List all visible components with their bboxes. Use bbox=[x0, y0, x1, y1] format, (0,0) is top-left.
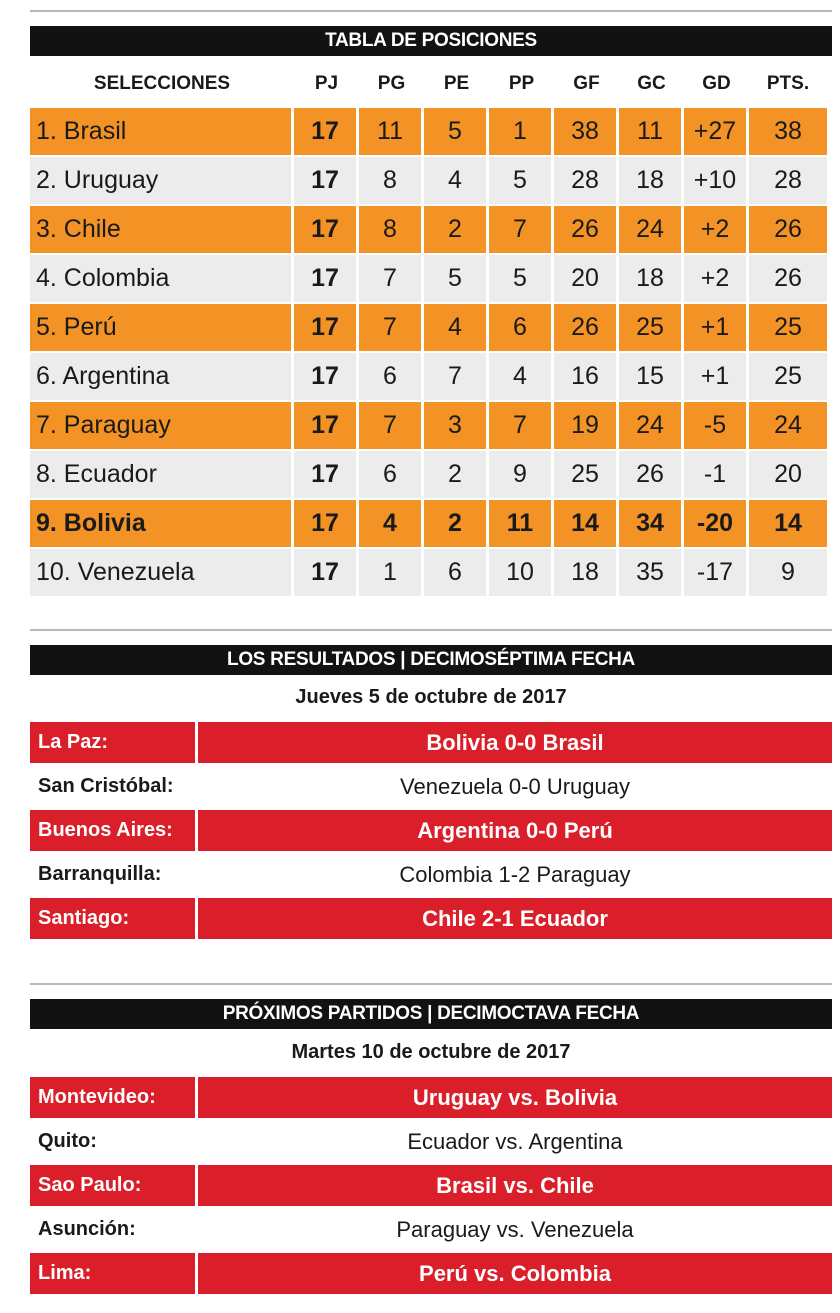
stat-pp: 4 bbox=[489, 353, 551, 400]
table-row bbox=[30, 353, 832, 400]
stat-pp: 9 bbox=[489, 451, 551, 498]
table-row bbox=[30, 500, 832, 547]
stat-pts: 26 bbox=[749, 255, 827, 302]
results-title-bar: LOS RESULTADOS | DECIMOSÉPTIMA FECHA bbox=[30, 645, 832, 675]
match-teams: Argentina 0-0 Perú bbox=[198, 810, 832, 851]
stat-pts: 9 bbox=[749, 549, 827, 596]
match-row bbox=[30, 766, 832, 807]
stat-gd: +2 bbox=[684, 206, 746, 253]
stat-pg: 8 bbox=[359, 206, 421, 253]
match-city: Asunción: bbox=[30, 1209, 195, 1250]
match-city: La Paz: bbox=[30, 722, 195, 763]
stat-pj: 17 bbox=[294, 206, 356, 253]
stat-gd: +2 bbox=[684, 255, 746, 302]
team-name: 5. Perú bbox=[30, 304, 291, 351]
stat-gc: 15 bbox=[619, 353, 681, 400]
stat-gc: 35 bbox=[619, 549, 681, 596]
team-name: 4. Colombia bbox=[30, 255, 291, 302]
header-selecciones: SELECCIONES bbox=[93, 73, 231, 94]
header-pts: PTS. bbox=[766, 73, 810, 94]
stat-pe: 2 bbox=[424, 206, 486, 253]
match-teams: Bolivia 0-0 Brasil bbox=[198, 722, 832, 763]
header-gd: GD bbox=[702, 73, 731, 94]
stat-pe: 5 bbox=[424, 255, 486, 302]
stat-gc: 11 bbox=[619, 108, 681, 155]
stat-pg: 11 bbox=[359, 108, 421, 155]
top-divider bbox=[30, 10, 832, 12]
stat-pp: 7 bbox=[489, 206, 551, 253]
match-teams: Venezuela 0-0 Uruguay bbox=[198, 766, 832, 807]
stat-gf: 19 bbox=[554, 402, 616, 449]
team-name: 2. Uruguay bbox=[30, 157, 291, 204]
table-row bbox=[30, 549, 832, 596]
match-city: Quito: bbox=[30, 1121, 195, 1162]
stat-gd: -20 bbox=[684, 500, 746, 547]
stat-pj: 17 bbox=[294, 304, 356, 351]
team-name: 6. Argentina bbox=[30, 353, 291, 400]
stat-gf: 14 bbox=[554, 500, 616, 547]
stat-gc: 25 bbox=[619, 304, 681, 351]
match-city: Lima: bbox=[30, 1253, 195, 1294]
stat-pj: 17 bbox=[294, 353, 356, 400]
fixtures-date: Martes 10 de octubre de 2017 bbox=[291, 1041, 571, 1063]
stat-gd: +1 bbox=[684, 353, 746, 400]
stat-pe: 2 bbox=[424, 451, 486, 498]
stat-pg: 8 bbox=[359, 157, 421, 204]
header-gf: GF bbox=[573, 73, 600, 94]
stat-gc: 18 bbox=[619, 255, 681, 302]
stat-pts: 14 bbox=[749, 500, 827, 547]
stat-gf: 18 bbox=[554, 549, 616, 596]
match-row bbox=[30, 898, 832, 939]
stat-pts: 26 bbox=[749, 206, 827, 253]
match-teams: Uruguay vs. Bolivia bbox=[198, 1077, 832, 1118]
team-name: 8. Ecuador bbox=[30, 451, 291, 498]
stat-pp: 7 bbox=[489, 402, 551, 449]
stat-pp: 5 bbox=[489, 157, 551, 204]
team-name: 9. Bolivia bbox=[30, 500, 291, 547]
match-teams: Colombia 1-2 Paraguay bbox=[198, 854, 832, 895]
standings-header-row bbox=[30, 62, 832, 106]
match-city: Buenos Aires: bbox=[30, 810, 195, 851]
stat-gd: +1 bbox=[684, 304, 746, 351]
stat-gc: 18 bbox=[619, 157, 681, 204]
match-teams: Perú vs. Colombia bbox=[198, 1253, 832, 1294]
stat-pts: 20 bbox=[749, 451, 827, 498]
standings-title-bar: TABLA DE POSICIONES bbox=[30, 26, 832, 56]
stat-pg: 6 bbox=[359, 353, 421, 400]
stat-pe: 5 bbox=[424, 108, 486, 155]
team-name: 7. Paraguay bbox=[30, 402, 291, 449]
stat-pg: 7 bbox=[359, 402, 421, 449]
stat-pts: 25 bbox=[749, 353, 827, 400]
stat-gc: 24 bbox=[619, 402, 681, 449]
stat-pe: 2 bbox=[424, 500, 486, 547]
stat-gf: 16 bbox=[554, 353, 616, 400]
match-city: Santiago: bbox=[30, 898, 195, 939]
stat-pp: 10 bbox=[489, 549, 551, 596]
stat-gf: 38 bbox=[554, 108, 616, 155]
stat-gf: 26 bbox=[554, 206, 616, 253]
match-row bbox=[30, 1253, 832, 1294]
table-row bbox=[30, 304, 832, 351]
results-date: Jueves 5 de octubre de 2017 bbox=[295, 686, 567, 708]
stat-pg: 1 bbox=[359, 549, 421, 596]
match-city: Barranquilla: bbox=[30, 854, 195, 895]
stat-gd: -17 bbox=[684, 549, 746, 596]
stat-gd: +10 bbox=[684, 157, 746, 204]
stat-pts: 24 bbox=[749, 402, 827, 449]
match-row bbox=[30, 722, 832, 763]
stat-pg: 7 bbox=[359, 304, 421, 351]
match-city: Sao Paulo: bbox=[30, 1165, 195, 1206]
table-row bbox=[30, 255, 832, 302]
match-row bbox=[30, 854, 832, 895]
match-row bbox=[30, 1121, 832, 1162]
stat-pp: 6 bbox=[489, 304, 551, 351]
match-row bbox=[30, 1077, 832, 1118]
match-city: Montevideo: bbox=[30, 1077, 195, 1118]
match-teams: Chile 2-1 Ecuador bbox=[198, 898, 832, 939]
match-teams: Paraguay vs. Venezuela bbox=[198, 1209, 832, 1250]
table-row bbox=[30, 206, 832, 253]
stat-pj: 17 bbox=[294, 108, 356, 155]
stat-pj: 17 bbox=[294, 157, 356, 204]
stat-pe: 3 bbox=[424, 402, 486, 449]
stat-pe: 7 bbox=[424, 353, 486, 400]
stat-pj: 17 bbox=[294, 255, 356, 302]
stat-pe: 6 bbox=[424, 549, 486, 596]
stat-gf: 20 bbox=[554, 255, 616, 302]
stat-pp: 1 bbox=[489, 108, 551, 155]
stat-gd: +27 bbox=[684, 108, 746, 155]
fixtures-divider bbox=[30, 983, 832, 985]
header-pg: PG bbox=[377, 73, 406, 94]
match-row bbox=[30, 1209, 832, 1250]
match-city: San Cristóbal: bbox=[30, 766, 195, 807]
match-row bbox=[30, 810, 832, 851]
match-row bbox=[30, 1165, 832, 1206]
stat-pe: 4 bbox=[424, 157, 486, 204]
stat-gd: -5 bbox=[684, 402, 746, 449]
stat-pts: 25 bbox=[749, 304, 827, 351]
team-name: 10. Venezuela bbox=[30, 549, 291, 596]
results-divider bbox=[30, 629, 832, 631]
header-gc: GC bbox=[637, 73, 666, 94]
stat-gc: 26 bbox=[619, 451, 681, 498]
stat-pp: 5 bbox=[489, 255, 551, 302]
stat-pts: 28 bbox=[749, 157, 827, 204]
stat-pg: 4 bbox=[359, 500, 421, 547]
stat-gd: -1 bbox=[684, 451, 746, 498]
stat-pj: 17 bbox=[294, 451, 356, 498]
header-pe: PE bbox=[443, 73, 470, 94]
table-row bbox=[30, 108, 832, 155]
header-pp: PP bbox=[508, 73, 535, 94]
stat-gf: 25 bbox=[554, 451, 616, 498]
team-name: 1. Brasil bbox=[30, 108, 291, 155]
stat-pts: 38 bbox=[749, 108, 827, 155]
stat-gf: 26 bbox=[554, 304, 616, 351]
table-row bbox=[30, 402, 832, 449]
match-teams: Ecuador vs. Argentina bbox=[198, 1121, 832, 1162]
stat-gf: 28 bbox=[554, 157, 616, 204]
table-row bbox=[30, 157, 832, 204]
stat-pg: 6 bbox=[359, 451, 421, 498]
team-name: 3. Chile bbox=[30, 206, 291, 253]
stat-pp: 11 bbox=[489, 500, 551, 547]
stat-pe: 4 bbox=[424, 304, 486, 351]
stat-pj: 17 bbox=[294, 402, 356, 449]
stat-pg: 7 bbox=[359, 255, 421, 302]
match-teams: Brasil vs. Chile bbox=[198, 1165, 832, 1206]
stat-gc: 24 bbox=[619, 206, 681, 253]
header-pj: PJ bbox=[314, 73, 339, 94]
stat-gc: 34 bbox=[619, 500, 681, 547]
stat-pj: 17 bbox=[294, 549, 356, 596]
stat-pj: 17 bbox=[294, 500, 356, 547]
table-row bbox=[30, 451, 832, 498]
fixtures-title-bar: PRÓXIMOS PARTIDOS | DECIMOCTAVA FECHA bbox=[30, 999, 832, 1029]
